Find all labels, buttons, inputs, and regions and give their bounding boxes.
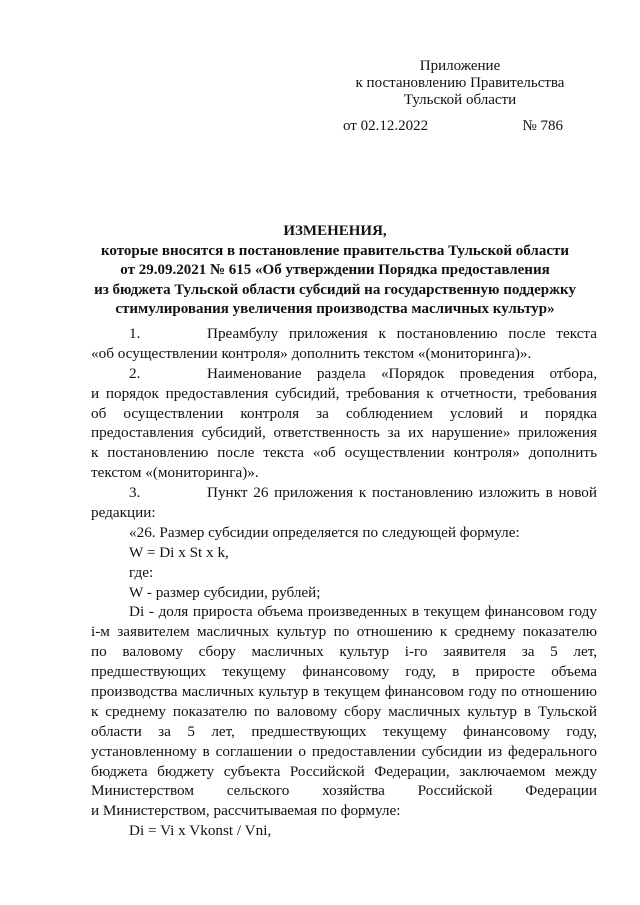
paragraph-number: 3. (129, 484, 141, 502)
paragraph-2-line: и порядок предоставления субсидий, требования к отчетности, требования (91, 384, 597, 402)
document-title (70, 222, 600, 320)
di-definition-line: производства масличных культур в текущем финансовом году по отношению (91, 683, 597, 701)
di-definition-line: установленному в соглашении о предоставлении субсидии из федерального (91, 742, 597, 760)
paragraph-number: 1. (129, 325, 141, 342)
appendix-line: к постановлению Правительства (355, 75, 565, 91)
title-line: стимулирования увеличения производства масличных культур» (115, 301, 555, 317)
document-date: от 02.12.2022 (343, 118, 429, 134)
appendix-line: Тульской области (403, 92, 517, 108)
paragraph-number: 2. (129, 364, 141, 382)
di-definition-line: области за 5 лет, предшествующих текущему финансовому году, (91, 722, 597, 740)
di-definition-line: и Министерством, рассчитываемая по формуле: (91, 802, 401, 820)
quoted-point-26: «26. Размер субсидии определяется по следующей формуле: (129, 523, 520, 541)
w-definition: W - размер субсидии, рублей; (129, 583, 321, 601)
appendix-header (330, 58, 590, 109)
paragraph-2-line: об осуществлении контроля за соблюдением условий и порядка (91, 404, 597, 422)
di-definition-line: бюджета бюджету субъекта Российской Федерации, заключаемом между (91, 762, 597, 780)
di-definition-line: к среднему показателю по валовому сбору масличных культур в Тульской (91, 702, 597, 720)
title-line: от 29.09.2021 № 615 «Об утверждении Порядка предоставления (120, 262, 550, 278)
document-number: № 786 (522, 118, 563, 134)
paragraph-3-line: 3. Пункт 26 приложения к постановлению изложить в новой (91, 483, 597, 503)
title-line: из бюджета Тульской области субсидий на государственную поддержку (94, 281, 576, 298)
paragraph-1-line: «об осуществлении контроля» дополнить текстом «(мониторинга)». (91, 344, 532, 362)
paragraph-2-line: 2. Наименование раздела «Порядок проведения отбора, (91, 364, 597, 384)
paragraph-2-line: текстом «(мониторинга)». (91, 464, 259, 482)
paragraph-2-line: к постановлению после текста «об осуществлении контроля» дополнить (91, 444, 597, 462)
formula-di: Di = Vi x Vkonst / Vni, (129, 822, 272, 840)
appendix-line: Приложение (419, 58, 501, 74)
paragraph-1-line: 1. Преамбулу приложения к постановлению после текста (91, 324, 597, 344)
paragraph-3-line: редакции: (91, 504, 156, 522)
di-definition-line: i-м заявителем масличных культур по отношению к среднему показателю (91, 623, 597, 641)
di-definition-line: по валовому сбору масличных культур i-го заявителя за 5 лет, (91, 643, 597, 661)
di-definition-line: Di - доля прироста объема произведенных в текущем финансовом году (129, 603, 597, 621)
formula-w: W = Di x St x k, (129, 543, 229, 561)
di-definition-line: предшествующих текущему финансовому году, в приросте объема (91, 663, 597, 681)
title-line: которые вносятся в постановление правительства Тульской области (100, 242, 570, 259)
where-label: где: (129, 563, 154, 581)
paragraph-2-line: предоставления субсидий, ответственность за их нарушение» приложения (91, 424, 597, 442)
document-body (91, 324, 597, 841)
di-definition-line: Министерством сельского хозяйства Российской Федерации (91, 782, 597, 800)
title-heading: ИЗМЕНЕНИЯ, (283, 223, 387, 239)
